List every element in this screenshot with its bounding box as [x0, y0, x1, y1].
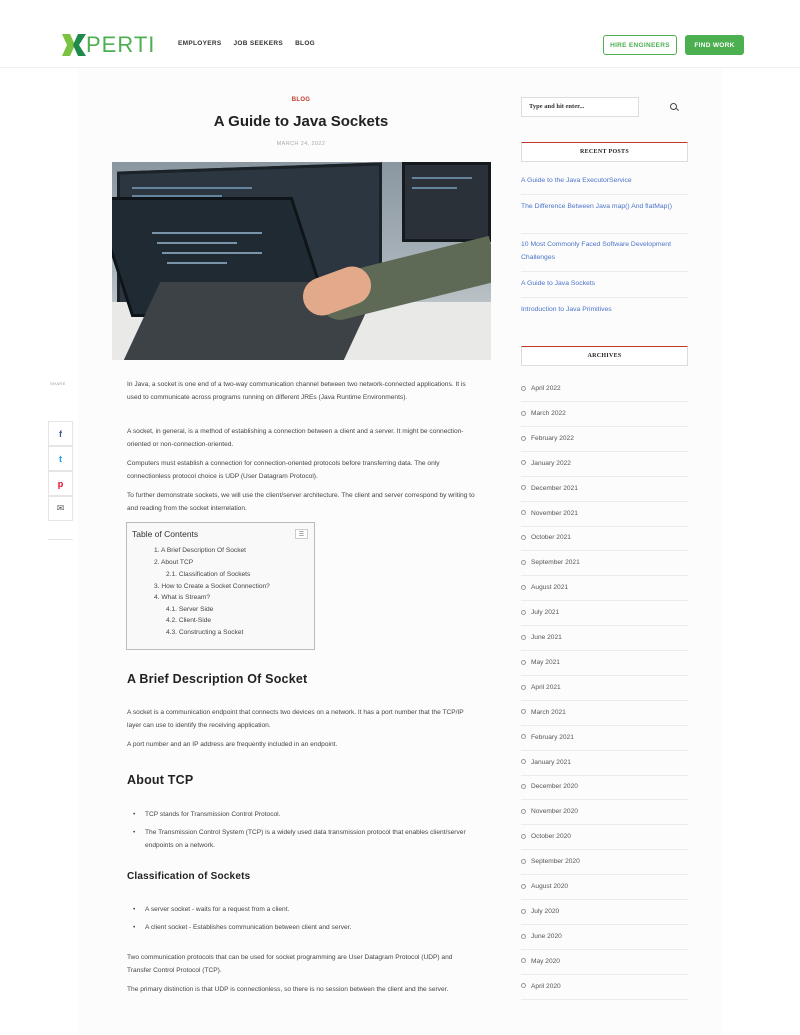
recent-post-link[interactable]: A Guide to the Java ExecutorService [521, 177, 632, 184]
section1-paragraph-2: A port number and an IP address are frequently included in an endpoint. [127, 741, 338, 748]
list-item: • TCP stands for Transmission Control Protocol. [135, 808, 475, 821]
email-share-button[interactable] [48, 496, 73, 521]
hire-engineers-button[interactable]: HIRE ENGINEERS [603, 35, 677, 55]
divider [521, 451, 688, 452]
archive-link[interactable]: April 2020 [521, 983, 688, 990]
intro-paragraph-2: A socket, in general, is a method of establishing a connection between a client and a server. It might be connection-oriented or non-connection-oriented. [127, 428, 464, 448]
divider [521, 775, 688, 776]
archive-link[interactable]: July 2021 [521, 609, 688, 616]
toc-link-1[interactable]: 1. A Brief Description Of Socket [154, 547, 246, 554]
archive-link[interactable]: May 2021 [521, 659, 688, 666]
post-date: MARCH 24, 2022 [276, 141, 326, 147]
intro-paragraph-1: In Java, a socket is one end of a two-way communication channel between two network-connected applications. It is used to communicate across programs running on different JREs (Java Runtime Environments). [127, 381, 466, 401]
divider [521, 625, 688, 626]
intro-paragraph-4: To further demonstrate sockets, we will use the client/server architecture. The client and server correspond by writing to and reading from the socket interrelation. [127, 492, 475, 512]
toc-title: Table of Contents [132, 529, 199, 539]
share-divider [48, 539, 73, 540]
section3-paragraph-1: Two communication protocols that can be used for socket programming are User Datagram Protocol (UDP) and Transfer Control Protocol (TCP). [127, 954, 453, 974]
archive-link[interactable]: September 2021 [521, 559, 688, 566]
divider [521, 476, 688, 477]
divider [521, 700, 688, 701]
divider [521, 297, 688, 298]
divider [521, 600, 688, 601]
divider [521, 501, 688, 502]
toc-link-4-2[interactable]: 4.2. Client-Side [166, 617, 212, 624]
archive-link[interactable]: November 2021 [521, 510, 688, 517]
facebook-icon: f [59, 428, 62, 439]
divider [521, 575, 688, 576]
list-icon: ☰ [298, 531, 305, 538]
list-item: • The Transmission Control System (TCP) is a widely used data transmission protocol that enables client/server endpoints on a network. [135, 826, 475, 852]
recent-posts-title: RECENT POSTS [521, 142, 688, 162]
divider [521, 725, 688, 726]
archive-link[interactable]: February 2021 [521, 734, 688, 741]
archive-link[interactable]: August 2021 [521, 584, 688, 591]
twitter-share-button[interactable] [48, 446, 73, 471]
archive-link[interactable]: January 2022 [521, 460, 688, 467]
archive-link[interactable]: April 2021 [521, 684, 688, 691]
divider [521, 675, 688, 676]
divider [521, 924, 688, 925]
divider [521, 999, 688, 1000]
divider [521, 194, 688, 195]
divider [521, 874, 688, 875]
toc-link-3[interactable]: 3. How to Create a Socket Connection? [154, 583, 270, 590]
site-header [0, 0, 800, 68]
divider [521, 271, 688, 272]
divider [521, 849, 688, 850]
section3-paragraph-2: The primary distinction is that UDP is connectionless, so there is no session between the client and the server. [127, 986, 449, 993]
table-of-contents [126, 522, 315, 650]
section-heading-socket: A Brief Description Of Socket [127, 672, 308, 686]
toc-link-4-1[interactable]: 4.1. Server Side [166, 606, 214, 613]
divider [521, 526, 688, 527]
recent-post-link[interactable]: 10 Most Commonly Faced Software Development Challenges [521, 241, 671, 261]
archive-link[interactable]: March 2021 [521, 709, 688, 716]
divider [521, 899, 688, 900]
search-input[interactable]: Type and hit enter... [521, 97, 639, 117]
archive-link[interactable]: October 2021 [521, 534, 688, 541]
archive-link[interactable]: April 2022 [521, 385, 688, 392]
recent-post-link[interactable]: Introduction to Java Primitives [521, 306, 612, 313]
recent-post-link[interactable]: The Difference Between Java map() And flatMap() [521, 203, 672, 210]
archive-link[interactable]: November 2020 [521, 808, 688, 815]
archive-link[interactable]: September 2020 [521, 858, 688, 865]
archive-link[interactable]: March 2022 [521, 410, 688, 417]
divider [521, 233, 688, 234]
twitter-icon: t [59, 453, 62, 464]
toc-toggle-button[interactable] [295, 529, 308, 539]
logo[interactable] [62, 33, 155, 57]
divider [521, 401, 688, 402]
logo-text: PERTI [86, 32, 156, 57]
divider [521, 650, 688, 651]
envelope-icon: ✉ [56, 503, 65, 513]
page-title: A Guide to Java Sockets [213, 113, 389, 130]
section-heading-tcp: About TCP [127, 773, 194, 787]
hero-image [112, 162, 491, 360]
divider [521, 550, 688, 551]
archive-link[interactable]: May 2020 [521, 958, 688, 965]
archive-link[interactable]: February 2022 [521, 435, 688, 442]
archive-link[interactable]: June 2020 [521, 933, 688, 940]
find-work-button[interactable]: FIND WORK [685, 35, 744, 55]
nav-job-seekers[interactable]: JOB SEEKERS [233, 40, 284, 47]
toc-link-2[interactable]: 2. About TCP [154, 559, 194, 566]
divider [521, 974, 688, 975]
archive-link[interactable]: December 2020 [521, 783, 688, 790]
archive-link[interactable]: August 2020 [521, 883, 688, 890]
divider [521, 750, 688, 751]
share-label: SHARE [50, 381, 66, 386]
nav-blog[interactable]: BLOG [295, 40, 316, 47]
divider [521, 824, 688, 825]
toc-link-4[interactable]: 4. What is Stream? [154, 594, 211, 601]
toc-link-2-1[interactable]: 2.1. Classification of Sockets [166, 571, 251, 578]
search-icon[interactable] [670, 103, 677, 110]
archives-title: ARCHIVES [521, 346, 688, 366]
divider [521, 426, 688, 427]
category-label[interactable]: BLOG [291, 97, 311, 103]
archive-link[interactable]: January 2021 [521, 759, 688, 766]
archive-link[interactable]: October 2020 [521, 833, 688, 840]
archive-link[interactable]: July 2020 [521, 908, 688, 915]
facebook-share-button[interactable] [48, 421, 73, 446]
divider [521, 949, 688, 950]
section-heading-classification: Classification of Sockets [127, 871, 251, 882]
intro-paragraph-3: Computers must establish a connection for connection-oriented protocols before transferring data. The only connectionless protocol choice is UDP (User Datagram Protocol). [127, 460, 440, 480]
logo-x-icon [62, 34, 86, 56]
archive-link[interactable]: December 2021 [521, 485, 688, 492]
pinterest-share-button[interactable] [48, 471, 73, 496]
list-item: • A client socket - Establishes communication between client and server. [135, 921, 475, 934]
pinterest-icon: p [57, 478, 64, 489]
archive-link[interactable]: June 2021 [521, 634, 688, 641]
recent-post-link[interactable]: A Guide to Java Sockets [521, 280, 596, 287]
toc-link-4-3[interactable]: 4.3. Constructing a Socket [166, 629, 244, 636]
main-nav [178, 40, 315, 47]
list-item: • A server socket - waits for a request from a client. [135, 903, 475, 916]
nav-employers[interactable]: EMPLOYERS [178, 40, 222, 47]
section1-paragraph-1: A socket is a communication endpoint that connects two devices on a network. It has a port number that the TCP/IP layer can use to identify the receiving application. [127, 709, 464, 729]
divider [521, 799, 688, 800]
